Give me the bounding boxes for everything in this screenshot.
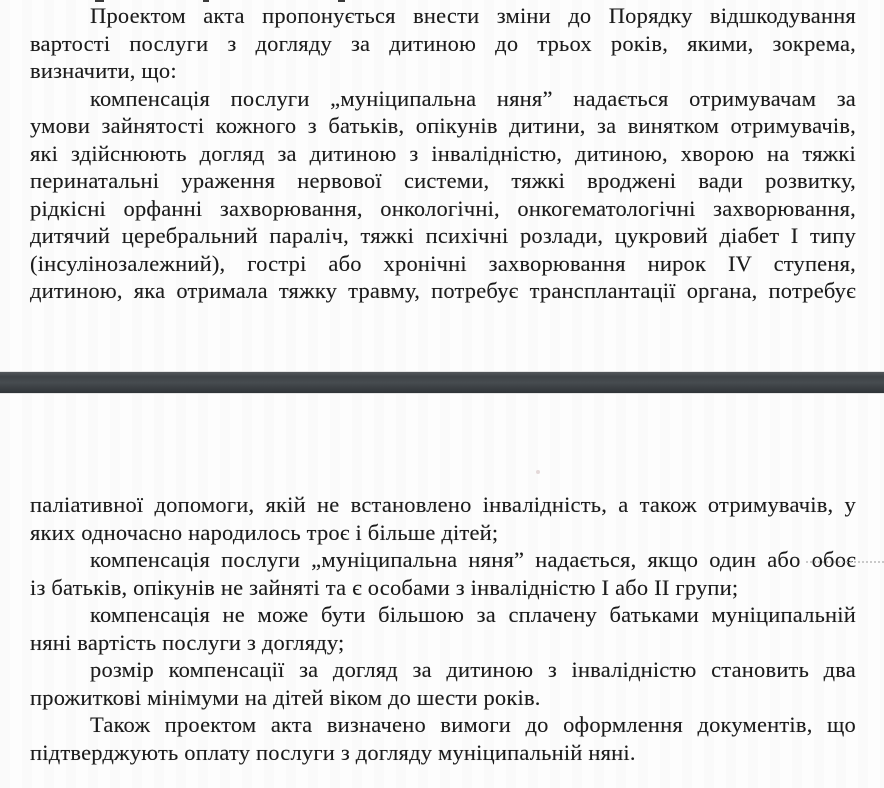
text-line: (інсулінозалежний), гострі або хронічні захворювання нирок IV ступеня, bbox=[30, 250, 856, 276]
scan-artifact-dotted-trail bbox=[806, 561, 884, 563]
text-line: визначити, що: bbox=[30, 58, 177, 83]
page-break-band bbox=[0, 372, 884, 393]
text-line: які здійснюють догляд за дитиною з інвалідністю, дитиною, хворою на тяжкі bbox=[30, 140, 856, 166]
text-line: компенсація не може бути більшою за сплачену батьками муніципальній bbox=[90, 602, 856, 627]
text-line: яких одночасно народилось троє і більше дітей; bbox=[30, 519, 499, 545]
text-line: розмір компенсації за догляд за дитиною з інвалідністю становить два bbox=[90, 657, 856, 682]
text-line: умови зайнятості кожного з батьків, опікунів дитини, за винятком отримувачів, bbox=[30, 113, 856, 138]
page2-text-block bbox=[30, 491, 856, 766]
text-line: рідкісні орфанні захворювання, онкологічні, онкогематологічні захворювання, bbox=[30, 195, 856, 221]
text-line: підтверджують оплату послуги з догляду муніципальній няні. bbox=[30, 739, 636, 765]
text-line: вартості послуги з догляду за дитиною до трьох років, якими, зокрема, bbox=[30, 30, 856, 56]
text-line: дитячий церебральний параліч, тяжкі психічні розлади, цукровий діабет I типу bbox=[30, 223, 856, 248]
text-line: прожиткові мінімуми на дітей віком до шести років. bbox=[30, 684, 541, 710]
text-line: компенсація послуги „муніципальна няня” надається, якщо один або обоє bbox=[90, 547, 856, 572]
text-line: перинатальні ураження нервової системи, тяжкі вроджені вади розвитку, bbox=[30, 168, 856, 193]
text-line: компенсація послуги „муніципальна няня” надається отримувачам за bbox=[90, 85, 856, 111]
text-line: із батьків, опікунів не зайняті та є особами з інвалідністю I або II групи; bbox=[30, 574, 739, 600]
text-line: дитиною, яка отримала тяжку травму, потребує трансплантації органа, потребує bbox=[30, 278, 856, 303]
text-line: паліативної допомоги, якій не встановлено інвалідність, а також отримувачів, у bbox=[30, 492, 856, 517]
text-line: няні вартість послуги з догляду; bbox=[30, 629, 345, 655]
page1-text-block bbox=[30, 2, 856, 305]
scan-artifact-dot bbox=[536, 470, 540, 474]
text-line: Також проектом акта визначено вимоги до оформлення документів, що bbox=[90, 712, 856, 737]
text-line: Проектом акта пропонується внести зміни до Порядку відшкодування bbox=[90, 3, 856, 28]
